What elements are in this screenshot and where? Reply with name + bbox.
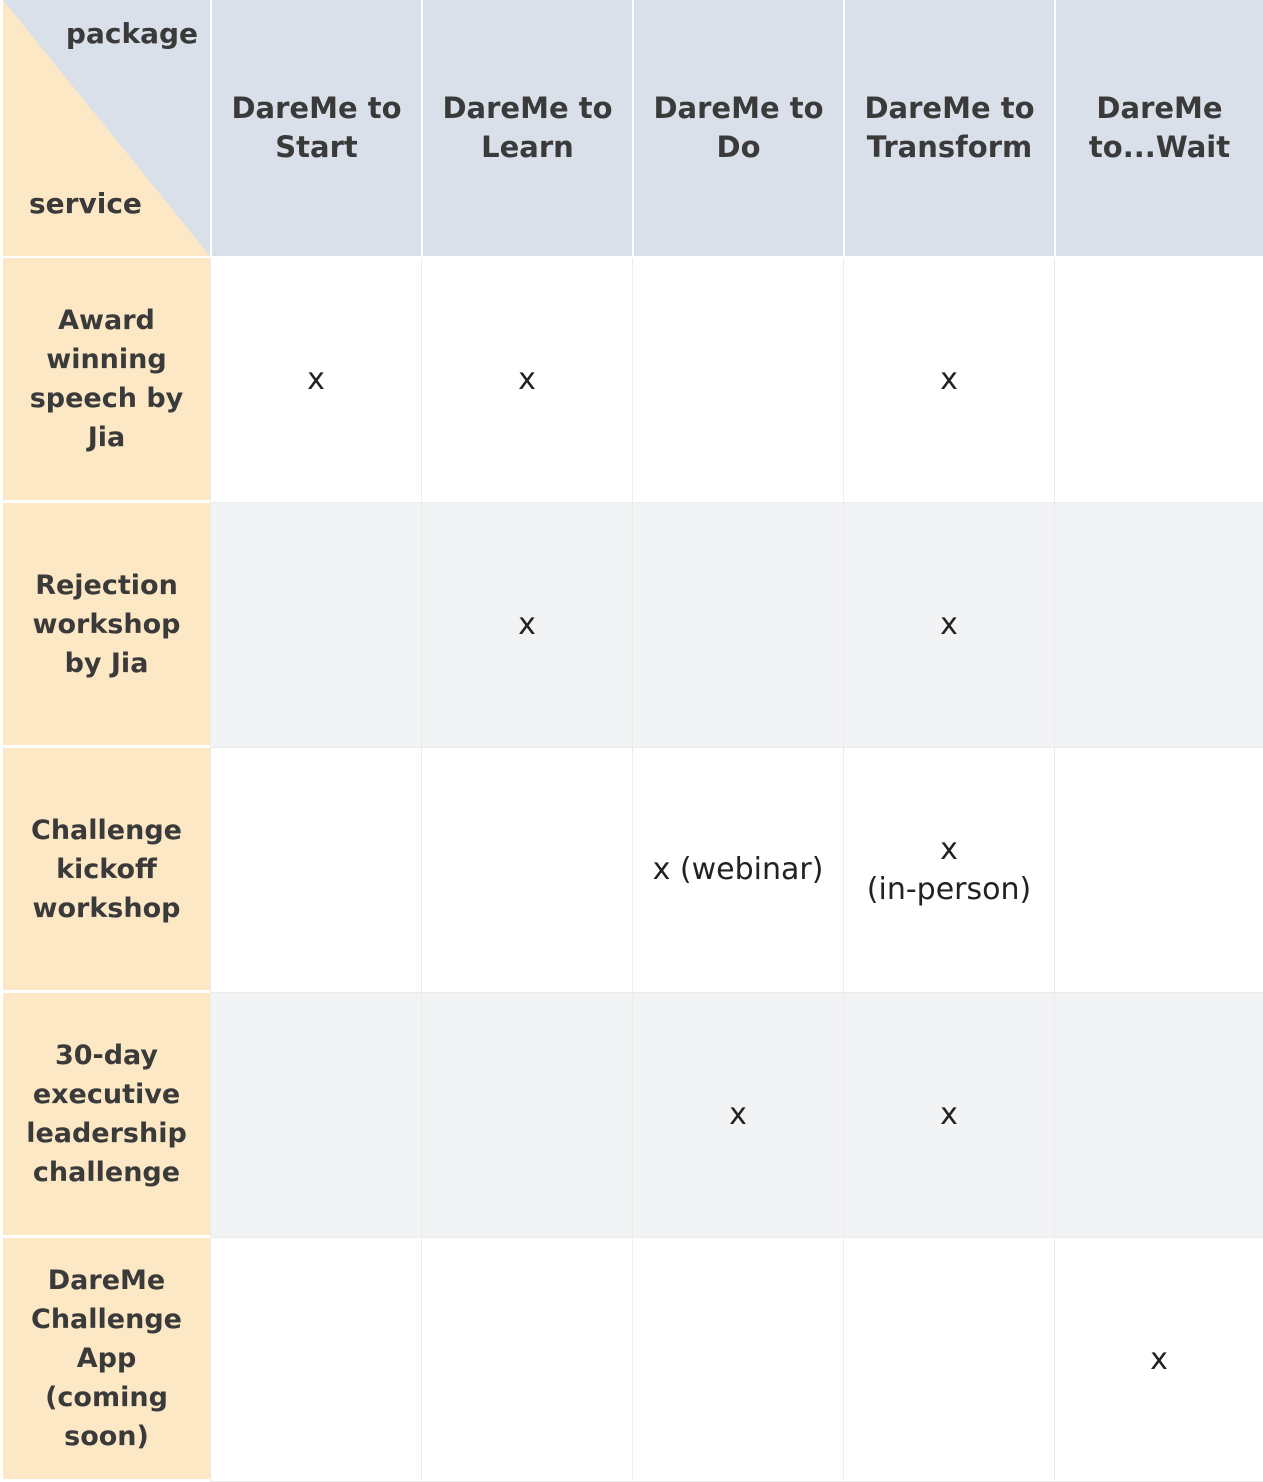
column-header-line: Do: [716, 130, 761, 164]
corner-header: [0, 0, 210, 258]
column-header-do: [632, 0, 843, 258]
table-cell: [210, 1238, 421, 1482]
column-header-line: Transform: [866, 130, 1033, 164]
table-cell: [210, 993, 421, 1238]
cell-mark: x: [940, 832, 958, 867]
column-header-line: DareMe to: [231, 91, 402, 125]
package-axis-label: package: [65, 17, 198, 50]
column-header-wait: [1054, 0, 1263, 258]
column-header-line: DareMe to: [653, 91, 824, 125]
row-header-challenge-kickoff: Challenge kickoff workshop: [0, 748, 210, 993]
table-cell: [210, 503, 421, 748]
table-cell: [421, 748, 632, 993]
row-header-rejection-workshop: Rejection workshop by Jia: [0, 503, 210, 748]
cell-mark: x: [307, 362, 325, 397]
column-header-line: DareMe: [1096, 91, 1223, 125]
table-cell: [843, 1238, 1054, 1482]
cell-mark: x: [729, 1097, 747, 1132]
table-cell: [1054, 748, 1263, 993]
cell-mark: x (webinar): [652, 852, 824, 887]
table-cell: [1054, 1238, 1263, 1482]
table-cell: [843, 993, 1054, 1238]
column-header-learn: [421, 0, 632, 258]
table-cell: [1054, 503, 1263, 748]
row-header-award-speech: Award winning speech by Jia: [0, 258, 210, 503]
table-cell: [421, 993, 632, 1238]
table-cell: [632, 503, 843, 748]
row-header-challenge-app: DareMe Challenge App (coming soon): [0, 1238, 210, 1482]
column-header-line: to...Wait: [1088, 130, 1231, 164]
table-cell: [421, 1238, 632, 1482]
table-cell: [843, 503, 1054, 748]
cell-mark: x: [518, 607, 536, 642]
cell-mark: x: [940, 1097, 958, 1132]
cell-mark: x: [940, 362, 958, 397]
table-cell: [843, 258, 1054, 503]
table-cell: [632, 748, 843, 993]
table-cell: [421, 503, 632, 748]
table-cell: [210, 258, 421, 503]
table-cell: [843, 748, 1054, 993]
column-header-line: DareMe to: [864, 91, 1035, 125]
row-header-leadership-challenge: 30-day executive leadership challenge: [0, 993, 210, 1238]
column-header-line: Start: [275, 130, 358, 164]
cell-mark: x: [1150, 1341, 1168, 1377]
cell-mark: x: [518, 362, 536, 397]
table-cell: [210, 748, 421, 993]
column-header-transform: [843, 0, 1054, 258]
table-cell: [632, 993, 843, 1238]
table-cell: [1054, 258, 1263, 503]
column-header-start: [210, 0, 421, 258]
table-cell: [632, 1238, 843, 1482]
cell-note: (in-person): [866, 872, 1032, 907]
table-cell: [632, 258, 843, 503]
service-axis-label: service: [29, 187, 142, 220]
column-header-line: DareMe to: [442, 91, 613, 125]
column-header-line: Learn: [481, 130, 574, 164]
cell-mark: x: [940, 607, 958, 642]
table-cell: [421, 258, 632, 503]
table-cell: [1054, 993, 1263, 1238]
